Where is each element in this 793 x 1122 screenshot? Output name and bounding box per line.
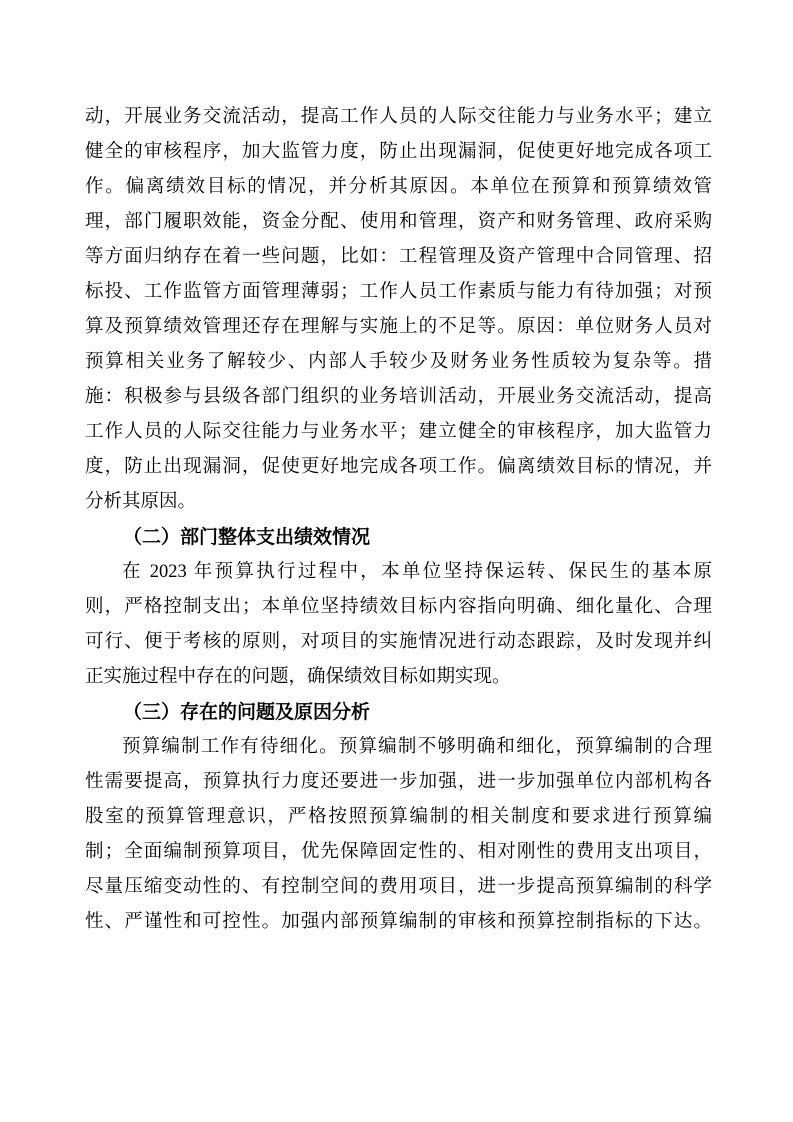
paragraph-line: 理，部门履职效能，资金分配、使用和管理，资产和财务管理、政府采购 xyxy=(85,212,712,232)
paragraph-line: 性需要提高，预算执行力度还要进一步加强，进一步加强单位内部机构各 xyxy=(85,772,712,792)
paragraph-line: 性、严谨性和可控性。加强内部预算编制的审核和预算控制指标的下达。 xyxy=(85,912,712,932)
paragraph-line: 正实施过程中存在的问题，确保绩效目标如期实现。 xyxy=(85,667,511,687)
paragraph-line: 算及预算绩效管理还存在理解与实施上的不足等。原因：单位财务人员对 xyxy=(85,317,712,337)
section-heading-problems-and-cause-analysis: （三）存在的问题及原因分析 xyxy=(123,702,371,723)
paragraph-measures-continuation xyxy=(85,100,712,520)
paragraph-line: 作。偏离绩效目标的情况，并分析其原因。本单位在预算和预算绩效管 xyxy=(85,177,712,197)
section-heading-overall-expenditure-performance: （二）部门整体支出绩效情况 xyxy=(123,527,371,548)
paragraph-line: 健全的审核程序，加大监管力度，防止出现漏洞，促使更好地完成各项工 xyxy=(85,142,712,162)
paragraph-line: 尽量压缩变动性的、有控制空间的费用项目，进一步提高预算编制的科学 xyxy=(85,877,712,897)
paragraph-line: 预算编制工作有待细化。预算编制不够明确和细化，预算编制的合理 xyxy=(122,737,712,757)
paragraph-line: 可行、便于考核的原则，对项目的实施情况进行动态跟踪，及时发现并纠 xyxy=(85,632,712,652)
paragraph-line: 预算相关业务了解较少、内部人手较少及财务业务性质较为复杂等。措 xyxy=(85,352,712,372)
paragraph-line: 股室的预算管理意识，严格按照预算编制的相关制度和要求进行预算编 xyxy=(85,807,712,827)
paragraph-line: 工作人员的人际交往能力与业务水平；建立健全的审核程序，加大监管力 xyxy=(85,422,712,442)
paragraph-line: 动，开展业务交流活动，提高工作人员的人际交往能力与业务水平；建立 xyxy=(85,107,712,127)
paragraph-line: 分析其原因。 xyxy=(85,492,197,512)
paragraph-line: 度，防止出现漏洞，促使更好地完成各项工作。偏离绩效目标的情况，并 xyxy=(85,457,712,477)
paragraph-line: 等方面归纳存在着一些问题，比如：工程管理及资产管理中合同管理、招 xyxy=(85,247,712,267)
paragraph-line: 施：积极参与县级各部门组织的业务培训活动，开展业务交流活动，提高 xyxy=(85,387,712,407)
paragraph-line: 制；全面编制预算项目，优先保障固定性的、相对刚性的费用支出项目， xyxy=(85,842,712,862)
paragraph-line: 则，严格控制支出；本单位坚持绩效目标内容指向明确、细化量化、合理 xyxy=(85,597,712,617)
paragraph-line: 标投、工作监管方面管理薄弱；工作人员工作素质与能力有待加强；对预 xyxy=(85,282,712,302)
paragraph-overall-expenditure-performance xyxy=(85,555,712,695)
paragraph-line: 在 2023 年预算执行过程中，本单位坚持保运转、保民生的基本原 xyxy=(122,562,712,582)
paragraph-problems-and-cause-analysis xyxy=(85,730,712,940)
